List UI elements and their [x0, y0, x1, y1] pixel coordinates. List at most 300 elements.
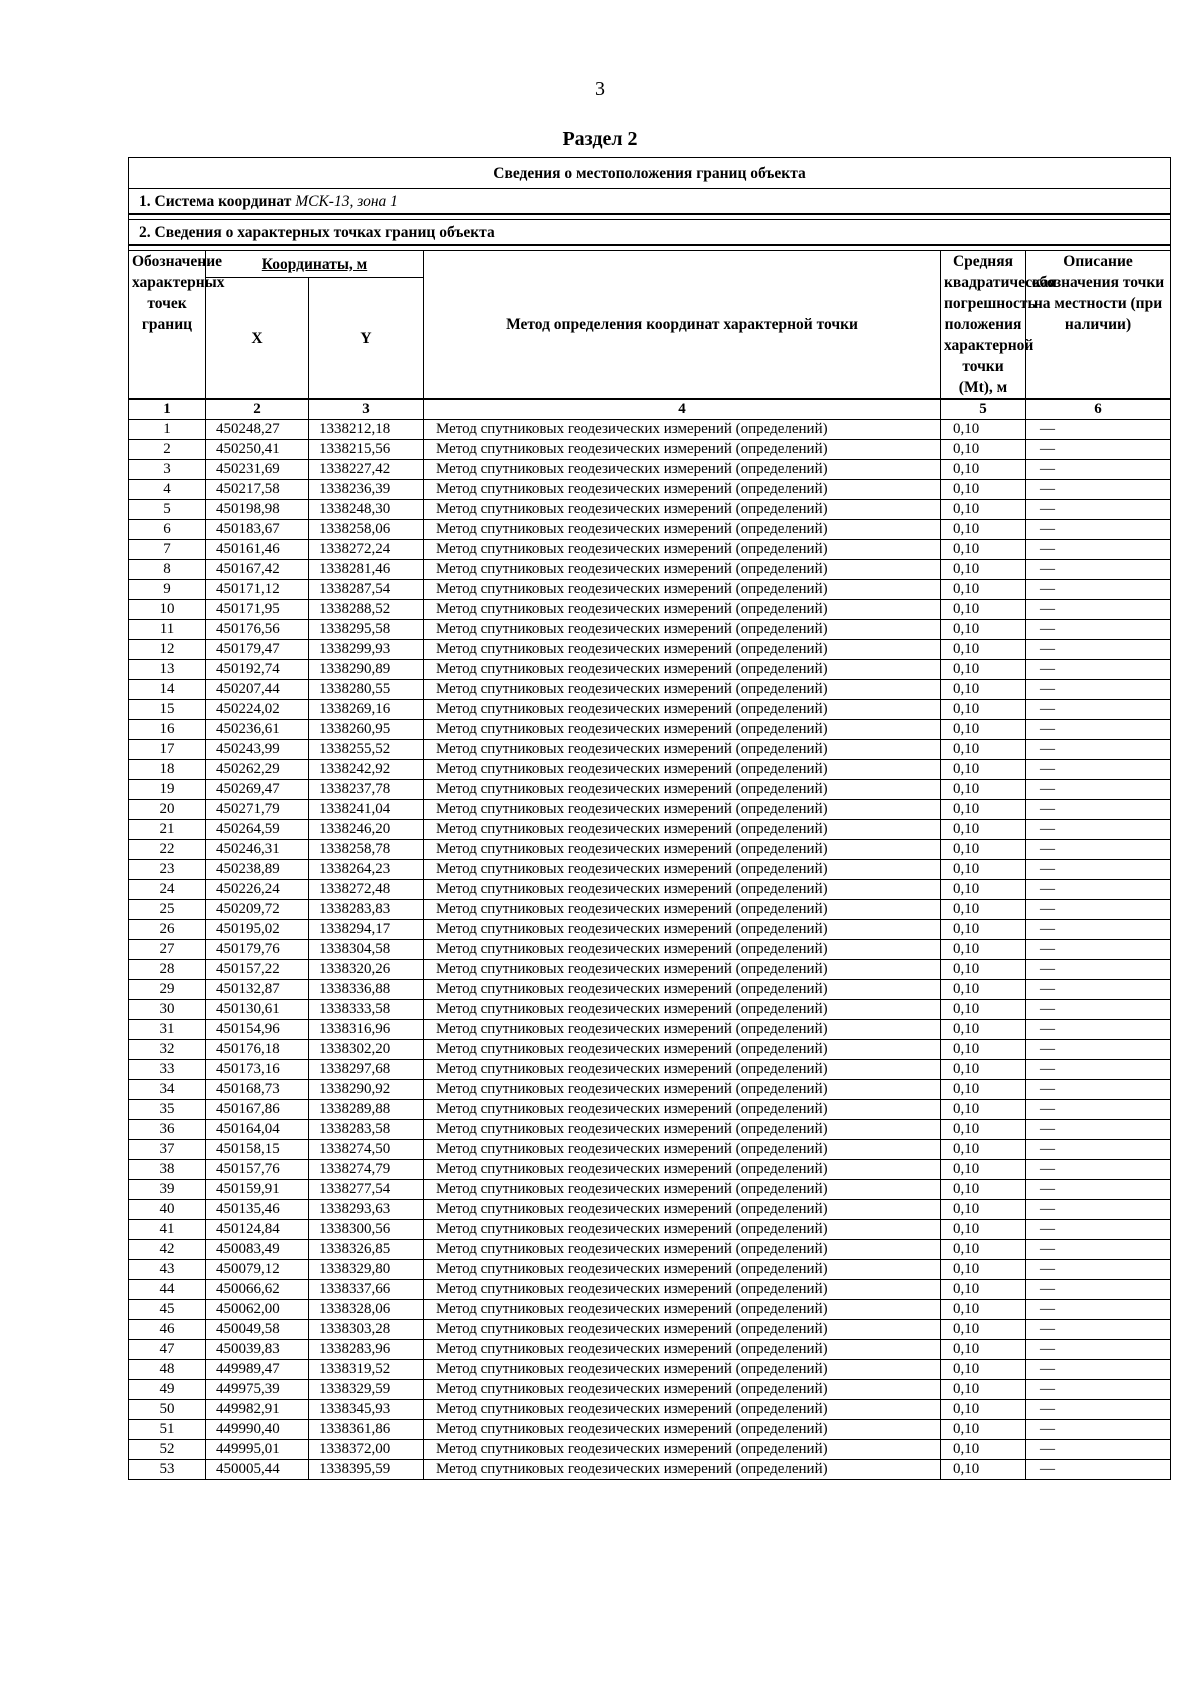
coord-x: 450171,95 — [206, 600, 309, 620]
point-number: 27 — [129, 940, 206, 960]
coord-y: 1338326,85 — [309, 1240, 424, 1260]
point-number: 18 — [129, 760, 206, 780]
description: — — [1026, 440, 1171, 460]
method: Метод спутниковых геодезических измерений (определений) — [424, 1220, 941, 1240]
point-number: 28 — [129, 960, 206, 980]
description: — — [1026, 520, 1171, 540]
coord-x: 450167,86 — [206, 1100, 309, 1120]
method: Метод спутниковых геодезических измерений (определений) — [424, 700, 941, 720]
accuracy: 0,10 — [941, 480, 1026, 500]
coord-x: 450243,99 — [206, 740, 309, 760]
coord-y: 1338258,78 — [309, 840, 424, 860]
col-number-6: 6 — [1026, 399, 1171, 420]
accuracy: 0,10 — [941, 760, 1026, 780]
method: Метод спутниковых геодезических измерений (определений) — [424, 780, 941, 800]
point-number: 31 — [129, 1020, 206, 1040]
coord-y: 1338283,58 — [309, 1120, 424, 1140]
coord-y: 1338316,96 — [309, 1020, 424, 1040]
table-row — [129, 720, 1171, 740]
description: — — [1026, 1260, 1171, 1280]
accuracy: 0,10 — [941, 1000, 1026, 1020]
coord-x: 449990,40 — [206, 1420, 309, 1440]
coord-x: 450157,76 — [206, 1160, 309, 1180]
coord-system-value: МСК-13, зона 1 — [295, 192, 398, 210]
header-x: X — [206, 278, 309, 399]
accuracy: 0,10 — [941, 1080, 1026, 1100]
method: Метод спутниковых геодезических измерений (определений) — [424, 820, 941, 840]
coord-x: 450271,79 — [206, 800, 309, 820]
table-row — [129, 880, 1171, 900]
accuracy: 0,10 — [941, 600, 1026, 620]
coord-y: 1338288,52 — [309, 600, 424, 620]
method: Метод спутниковых геодезических измерений (определений) — [424, 1340, 941, 1360]
coord-x: 450262,29 — [206, 760, 309, 780]
description: — — [1026, 460, 1171, 480]
coord-system-label: 1. Система координат — [139, 192, 292, 210]
description: — — [1026, 660, 1171, 680]
coord-x: 450226,24 — [206, 880, 309, 900]
header-point-designation: Обозначение характерных точек границ — [129, 251, 206, 400]
description: — — [1026, 820, 1171, 840]
accuracy: 0,10 — [941, 820, 1026, 840]
table-row — [129, 1200, 1171, 1220]
table-row — [129, 660, 1171, 680]
description: — — [1026, 1120, 1171, 1140]
accuracy: 0,10 — [941, 1140, 1026, 1160]
table-row — [129, 1020, 1171, 1040]
accuracy: 0,10 — [941, 880, 1026, 900]
table-row — [129, 1300, 1171, 1320]
col-number-1: 1 — [129, 399, 206, 420]
method: Метод спутниковых геодезических измерений (определений) — [424, 800, 941, 820]
table-row — [129, 640, 1171, 660]
coord-x: 450130,61 — [206, 1000, 309, 1020]
coord-x: 449982,91 — [206, 1400, 309, 1420]
method: Метод спутниковых геодезических измерений (определений) — [424, 1240, 941, 1260]
table-row — [129, 1320, 1171, 1340]
point-number: 5 — [129, 500, 206, 520]
description: — — [1026, 480, 1171, 500]
description: — — [1026, 420, 1171, 440]
table-row — [129, 840, 1171, 860]
accuracy: 0,10 — [941, 980, 1026, 1000]
description: — — [1026, 1180, 1171, 1200]
table-row — [129, 1400, 1171, 1420]
accuracy: 0,10 — [941, 940, 1026, 960]
coord-y: 1338294,17 — [309, 920, 424, 940]
description: — — [1026, 1400, 1171, 1420]
coord-x: 450209,72 — [206, 900, 309, 920]
method: Метод спутниковых геодезических измерений (определений) — [424, 920, 941, 940]
description: — — [1026, 1240, 1171, 1260]
table-row — [129, 1340, 1171, 1360]
coord-x: 450039,83 — [206, 1340, 309, 1360]
point-number: 13 — [129, 660, 206, 680]
table-row — [129, 700, 1171, 720]
table-row — [129, 980, 1171, 1000]
coord-y: 1338289,88 — [309, 1100, 424, 1120]
point-number: 51 — [129, 1420, 206, 1440]
boundary-points-table — [128, 157, 1171, 1480]
description: — — [1026, 1460, 1171, 1480]
method: Метод спутниковых геодезических измерений (определений) — [424, 1160, 941, 1180]
coord-y: 1338264,23 — [309, 860, 424, 880]
point-number: 30 — [129, 1000, 206, 1020]
coord-x: 450167,42 — [206, 560, 309, 580]
coord-y: 1338303,28 — [309, 1320, 424, 1340]
table-row — [129, 1160, 1171, 1180]
coord-x: 450179,47 — [206, 640, 309, 660]
method: Метод спутниковых геодезических измерений (определений) — [424, 860, 941, 880]
table-row — [129, 1140, 1171, 1160]
method: Метод спутниковых геодезических измерений (определений) — [424, 1040, 941, 1060]
method: Метод спутниковых геодезических измерений (определений) — [424, 740, 941, 760]
coord-y: 1338236,39 — [309, 480, 424, 500]
method: Метод спутниковых геодезических измерений (определений) — [424, 1120, 941, 1140]
point-number: 21 — [129, 820, 206, 840]
table-row — [129, 740, 1171, 760]
description: — — [1026, 620, 1171, 640]
description: — — [1026, 780, 1171, 800]
coord-x: 450176,56 — [206, 620, 309, 640]
description: — — [1026, 540, 1171, 560]
accuracy: 0,10 — [941, 420, 1026, 440]
method: Метод спутниковых геодезических измерений (определений) — [424, 1280, 941, 1300]
description: — — [1026, 740, 1171, 760]
coord-x: 450207,44 — [206, 680, 309, 700]
table-row — [129, 1120, 1171, 1140]
method: Метод спутниковых геодезических измерений (определений) — [424, 1440, 941, 1460]
description: — — [1026, 1360, 1171, 1380]
table-row — [129, 600, 1171, 620]
accuracy: 0,10 — [941, 1360, 1026, 1380]
point-number: 2 — [129, 440, 206, 460]
description: — — [1026, 1200, 1171, 1220]
description: — — [1026, 920, 1171, 940]
accuracy: 0,10 — [941, 1040, 1026, 1060]
coord-y: 1338320,26 — [309, 960, 424, 980]
col-number-2: 2 — [206, 399, 309, 420]
coord-y: 1338274,79 — [309, 1160, 424, 1180]
method: Метод спутниковых геодезических измерений (определений) — [424, 1020, 941, 1040]
point-number: 48 — [129, 1360, 206, 1380]
point-number: 16 — [129, 720, 206, 740]
coord-x: 450250,41 — [206, 440, 309, 460]
point-number: 26 — [129, 920, 206, 940]
coord-x: 450161,46 — [206, 540, 309, 560]
coord-x: 450264,59 — [206, 820, 309, 840]
point-number: 41 — [129, 1220, 206, 1240]
description: — — [1026, 1220, 1171, 1240]
accuracy: 0,10 — [941, 1400, 1026, 1420]
point-number: 4 — [129, 480, 206, 500]
table-row — [129, 440, 1171, 460]
description: — — [1026, 500, 1171, 520]
description: — — [1026, 1380, 1171, 1400]
table-row — [129, 960, 1171, 980]
coord-y: 1338319,52 — [309, 1360, 424, 1380]
table-row — [129, 940, 1171, 960]
description: — — [1026, 640, 1171, 660]
table-row — [129, 1220, 1171, 1240]
description: — — [1026, 1320, 1171, 1340]
description: — — [1026, 1100, 1171, 1120]
description: — — [1026, 560, 1171, 580]
table-row — [129, 560, 1171, 580]
description: — — [1026, 840, 1171, 860]
coord-y: 1338372,00 — [309, 1440, 424, 1460]
coord-x: 450246,31 — [206, 840, 309, 860]
accuracy: 0,10 — [941, 920, 1026, 940]
table-row — [129, 860, 1171, 880]
table-row — [129, 780, 1171, 800]
point-number: 36 — [129, 1120, 206, 1140]
point-number: 14 — [129, 680, 206, 700]
description: — — [1026, 1020, 1171, 1040]
point-number: 44 — [129, 1280, 206, 1300]
accuracy: 0,10 — [941, 1460, 1026, 1480]
description: — — [1026, 1080, 1171, 1100]
accuracy: 0,10 — [941, 1220, 1026, 1240]
method: Метод спутниковых геодезических измерений (определений) — [424, 600, 941, 620]
coord-x: 449989,47 — [206, 1360, 309, 1380]
coord-y: 1338227,42 — [309, 460, 424, 480]
coord-x: 450198,98 — [206, 500, 309, 520]
table-row — [129, 520, 1171, 540]
coord-x: 450158,15 — [206, 1140, 309, 1160]
coord-y: 1338246,20 — [309, 820, 424, 840]
coord-y: 1338283,83 — [309, 900, 424, 920]
accuracy: 0,10 — [941, 680, 1026, 700]
coord-x: 450269,47 — [206, 780, 309, 800]
coord-y: 1338304,58 — [309, 940, 424, 960]
col-number-5: 5 — [941, 399, 1026, 420]
coord-y: 1338287,54 — [309, 580, 424, 600]
coord-x: 450236,61 — [206, 720, 309, 740]
point-number: 37 — [129, 1140, 206, 1160]
accuracy: 0,10 — [941, 780, 1026, 800]
table-row — [129, 680, 1171, 700]
coord-x: 450238,89 — [206, 860, 309, 880]
accuracy: 0,10 — [941, 620, 1026, 640]
description: — — [1026, 600, 1171, 620]
table-row — [129, 1240, 1171, 1260]
table-row — [129, 1040, 1171, 1060]
coord-y: 1338241,04 — [309, 800, 424, 820]
method: Метод спутниковых геодезических измерений (определений) — [424, 660, 941, 680]
accuracy: 0,10 — [941, 1060, 1026, 1080]
coord-x: 450079,12 — [206, 1260, 309, 1280]
accuracy: 0,10 — [941, 1280, 1026, 1300]
accuracy: 0,10 — [941, 1180, 1026, 1200]
point-number: 50 — [129, 1400, 206, 1420]
method: Метод спутниковых геодезических измерений (определений) — [424, 420, 941, 440]
method: Метод спутниковых геодезических измерений (определений) — [424, 1320, 941, 1340]
point-number: 38 — [129, 1160, 206, 1180]
accuracy: 0,10 — [941, 1020, 1026, 1040]
method: Метод спутниковых геодезических измерений (определений) — [424, 1360, 941, 1380]
accuracy: 0,10 — [941, 860, 1026, 880]
point-number: 42 — [129, 1240, 206, 1260]
coord-y: 1338297,68 — [309, 1060, 424, 1080]
method: Метод спутниковых геодезических измерений (определений) — [424, 540, 941, 560]
point-number: 20 — [129, 800, 206, 820]
table-row — [129, 1180, 1171, 1200]
coord-y: 1338302,20 — [309, 1040, 424, 1060]
accuracy: 0,10 — [941, 1120, 1026, 1140]
coord-y: 1338258,06 — [309, 520, 424, 540]
method: Метод спутниковых геодезических измерений (определений) — [424, 1000, 941, 1020]
coord-x: 450171,12 — [206, 580, 309, 600]
accuracy: 0,10 — [941, 1160, 1026, 1180]
point-number: 9 — [129, 580, 206, 600]
accuracy: 0,10 — [941, 1340, 1026, 1360]
point-number: 43 — [129, 1260, 206, 1280]
table-row — [129, 420, 1171, 440]
method: Метод спутниковых геодезических измерений (определений) — [424, 480, 941, 500]
section-title: Раздел 2 — [562, 128, 638, 150]
point-number: 45 — [129, 1300, 206, 1320]
accuracy: 0,10 — [941, 500, 1026, 520]
point-number: 7 — [129, 540, 206, 560]
description: — — [1026, 700, 1171, 720]
coord-y: 1338361,86 — [309, 1420, 424, 1440]
table-row — [129, 480, 1171, 500]
header-method: Метод определения координат характерной точки — [424, 251, 941, 400]
coord-x: 450231,69 — [206, 460, 309, 480]
description: — — [1026, 1280, 1171, 1300]
coord-y: 1338269,16 — [309, 700, 424, 720]
accuracy: 0,10 — [941, 1300, 1026, 1320]
table-row — [129, 540, 1171, 560]
accuracy: 0,10 — [941, 720, 1026, 740]
point-number: 23 — [129, 860, 206, 880]
accuracy: 0,10 — [941, 960, 1026, 980]
table-row — [129, 900, 1171, 920]
coord-y: 1338255,52 — [309, 740, 424, 760]
coord-y: 1338345,93 — [309, 1400, 424, 1420]
coord-x: 450124,84 — [206, 1220, 309, 1240]
coord-y: 1338283,96 — [309, 1340, 424, 1360]
coord-x: 450159,91 — [206, 1180, 309, 1200]
description: — — [1026, 1160, 1171, 1180]
description: — — [1026, 1440, 1171, 1460]
col-number-4: 4 — [424, 399, 941, 420]
method: Метод спутниковых геодезических измерений (определений) — [424, 1200, 941, 1220]
description: — — [1026, 760, 1171, 780]
col-number-3: 3 — [309, 399, 424, 420]
table-row — [129, 1460, 1171, 1480]
table-row — [129, 620, 1171, 640]
point-number: 11 — [129, 620, 206, 640]
coord-y: 1338248,30 — [309, 500, 424, 520]
point-number: 12 — [129, 640, 206, 660]
method: Метод спутниковых геодезических измерений (определений) — [424, 1140, 941, 1160]
coord-y: 1338277,54 — [309, 1180, 424, 1200]
method: Метод спутниковых геодезических измерений (определений) — [424, 640, 941, 660]
point-number: 52 — [129, 1440, 206, 1460]
accuracy: 0,10 — [941, 440, 1026, 460]
coord-x: 449975,39 — [206, 1380, 309, 1400]
description: — — [1026, 860, 1171, 880]
coord-y: 1338281,46 — [309, 560, 424, 580]
point-number: 53 — [129, 1460, 206, 1480]
points-section-title: 2. Сведения о характерных точках границ объекта — [129, 220, 1171, 246]
method: Метод спутниковых геодезических измерений (определений) — [424, 440, 941, 460]
table-row — [129, 1420, 1171, 1440]
accuracy: 0,10 — [941, 580, 1026, 600]
accuracy: 0,10 — [941, 560, 1026, 580]
coord-x: 450135,46 — [206, 1200, 309, 1220]
method: Метод спутниковых геодезических измерений (определений) — [424, 1460, 941, 1480]
table-row — [129, 460, 1171, 480]
coord-x: 450005,44 — [206, 1460, 309, 1480]
accuracy: 0,10 — [941, 1240, 1026, 1260]
accuracy: 0,10 — [941, 1100, 1026, 1120]
coord-y: 1338274,50 — [309, 1140, 424, 1160]
point-number: 10 — [129, 600, 206, 620]
point-number: 8 — [129, 560, 206, 580]
table-row — [129, 1440, 1171, 1460]
point-number: 24 — [129, 880, 206, 900]
description: — — [1026, 900, 1171, 920]
method: Метод спутниковых геодезических измерений (определений) — [424, 720, 941, 740]
coord-x: 450173,16 — [206, 1060, 309, 1080]
coord-y: 1338336,88 — [309, 980, 424, 1000]
method: Метод спутниковых геодезических измерений (определений) — [424, 980, 941, 1000]
table-row — [129, 500, 1171, 520]
coord-x: 450195,02 — [206, 920, 309, 940]
coord-x: 450248,27 — [206, 420, 309, 440]
description: — — [1026, 1040, 1171, 1060]
accuracy: 0,10 — [941, 1200, 1026, 1220]
accuracy: 0,10 — [941, 700, 1026, 720]
method: Метод спутниковых геодезических измерений (определений) — [424, 1260, 941, 1280]
accuracy: 0,10 — [941, 1440, 1026, 1460]
coord-x: 450083,49 — [206, 1240, 309, 1260]
point-number: 29 — [129, 980, 206, 1000]
method: Метод спутниковых геодезических измерений (определений) — [424, 1100, 941, 1120]
method: Метод спутниковых геодезических измерений (определений) — [424, 580, 941, 600]
coord-x: 450192,74 — [206, 660, 309, 680]
point-number: 3 — [129, 460, 206, 480]
method: Метод спутниковых геодезических измерений (определений) — [424, 900, 941, 920]
accuracy: 0,10 — [941, 520, 1026, 540]
method: Метод спутниковых геодезических измерений (определений) — [424, 460, 941, 480]
coord-system-line — [129, 189, 1171, 215]
coord-x: 450183,67 — [206, 520, 309, 540]
description: — — [1026, 800, 1171, 820]
coord-y: 1338299,93 — [309, 640, 424, 660]
method: Метод спутниковых геодезических измерений (определений) — [424, 880, 941, 900]
coord-y: 1338300,56 — [309, 1220, 424, 1240]
header-accuracy: Средняя квадратическая погрешность положения характерной точки (Mt), м — [941, 251, 1026, 400]
table-row — [129, 1000, 1171, 1020]
coord-y: 1338212,18 — [309, 420, 424, 440]
method: Метод спутниковых геодезических измерений (определений) — [424, 1060, 941, 1080]
coord-x: 450224,02 — [206, 700, 309, 720]
table-row — [129, 1380, 1171, 1400]
description: — — [1026, 1000, 1171, 1020]
coord-x: 450157,22 — [206, 960, 309, 980]
method: Метод спутниковых геодезических измерений (определений) — [424, 1180, 941, 1200]
coord-y: 1338329,59 — [309, 1380, 424, 1400]
description: — — [1026, 1420, 1171, 1440]
accuracy: 0,10 — [941, 1320, 1026, 1340]
coord-y: 1338290,92 — [309, 1080, 424, 1100]
point-number: 32 — [129, 1040, 206, 1060]
method: Метод спутниковых геодезических измерений (определений) — [424, 680, 941, 700]
